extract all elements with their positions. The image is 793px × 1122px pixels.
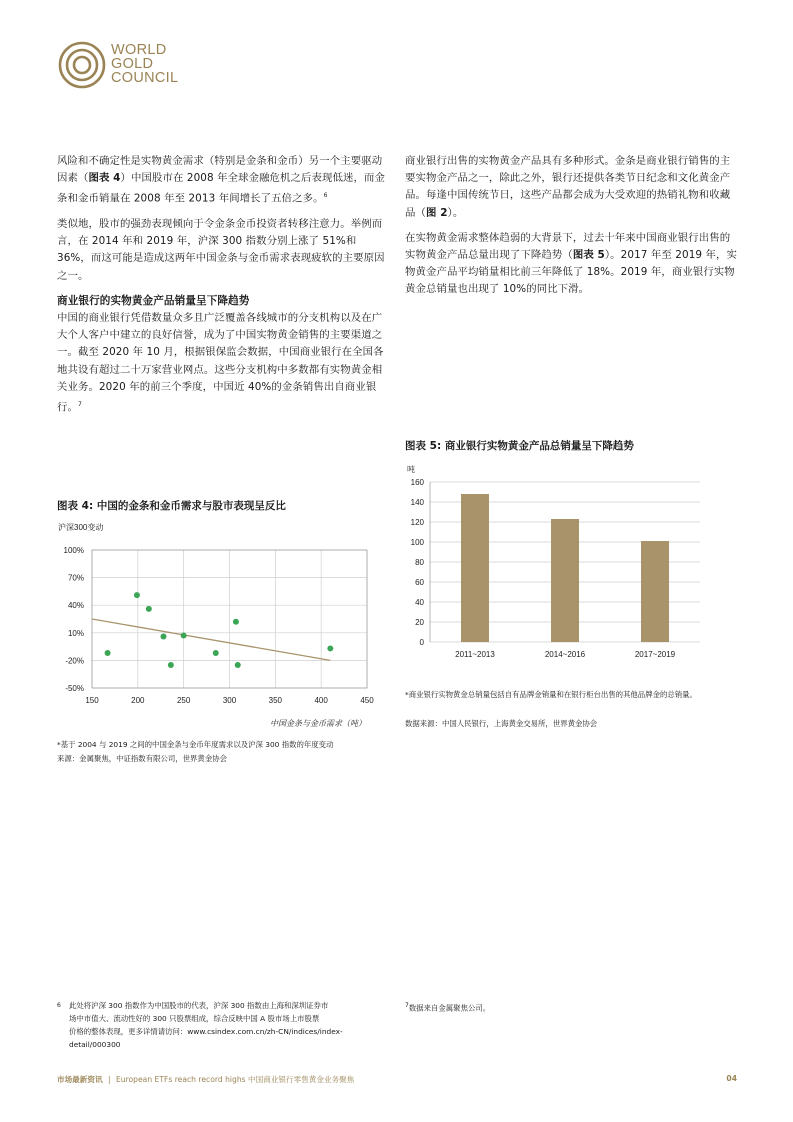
left-column	[57, 153, 390, 425]
y-tick-label: 40%	[67, 601, 84, 611]
y-tick-label: 70%	[67, 573, 84, 583]
x-axis-label: 中国金条与金币需求（吨）	[270, 719, 366, 728]
trend-line	[92, 619, 330, 660]
x-tick-label: 2017~2019	[634, 650, 676, 659]
y-tick-label: 10%	[67, 628, 84, 638]
page-footer: 市场最新资讯 | European ETFs reach record highs 中国商业银行零售黄金业务聚焦 04	[57, 1074, 737, 1084]
footnote-6: 6 此处将沪深 300 指数作为中国股市的代表，沪深 300 指数由上海和深圳证券市 场中市值大、流动性好的 300 只股票组成，综合反映中国 A 股市场上市股票 价格的整体表现，更多详情请访问：www.csindex.com.cn/zh-CN/indices/index- detail/000300	[57, 999, 387, 1051]
y-axis-label: 吨	[407, 465, 415, 474]
left-paragraph-2: 类似地，股市的强劲表现倾向于令金条金币投资者转移注意力。举例而言，在 2014 年和 2019 年，沪深 300 指数分别上涨了 51%和 36%，而这可能是造成这两年中国金条与金币需求表现疲软的主要原因之一。	[57, 218, 385, 282]
bar	[461, 494, 489, 642]
scatter-point	[146, 606, 152, 612]
figure-4-note: *基于 2004 与 2019 之间的中国金条与金币年度需求以及沪深 300 指数的年度变动	[57, 740, 334, 749]
x-tick-label: 250	[176, 696, 191, 705]
figure-2-ref: 图 2	[425, 206, 448, 219]
x-tick-label: 2011~2013	[455, 650, 495, 659]
footer-title: European ETFs reach record highs 中国商业银行零售黄金业务聚焦	[115, 1075, 355, 1084]
logo	[57, 40, 197, 90]
scatter-point	[161, 633, 167, 639]
logo-line-2: GOLD	[111, 56, 154, 72]
x-tick-label: 2014~2016	[544, 650, 586, 659]
y-tick-label: 60	[415, 578, 424, 587]
figure-5-title: 图表 5: 商业银行实物黄金产品总销量呈下降趋势	[405, 440, 634, 452]
figure-4-title: 图表 4: 中国的金条和金币需求与股市表现呈反比	[57, 500, 286, 512]
scatter-point	[327, 645, 333, 651]
y-tick-label: 160	[410, 478, 424, 487]
footnote-6-link-cont[interactable]: detail/000300	[69, 1040, 121, 1049]
y-tick-label: -20%	[65, 656, 84, 666]
right-paragraph-1: 商业银行出售的实物黄金产品具有多种形式。金条是商业银行销售的主要实物金产品之一，除此之外，银行还提供各类节日纪念和文化黄金产品。每逢中国传统节日，这些产品都会成为大受欢迎的热销礼物和收藏品（图 2）。	[405, 155, 731, 219]
logo-mark-icon	[57, 40, 107, 90]
scatter-point	[235, 662, 241, 668]
y-tick-label: 40	[415, 598, 424, 607]
logo-line-1: WORLD	[111, 42, 167, 58]
x-tick-label: 350	[268, 696, 283, 705]
y-tick-label: 100	[410, 538, 424, 547]
page-number: 04	[726, 1074, 737, 1083]
scatter-point	[181, 633, 187, 639]
left-paragraph-3: 中国的商业银行凭借数量众多且广泛覆盖各线城市的分支机构以及在广大个人客户中建立的良好信誉，成为了中国实物黄金销售的主要渠道之一。截至 2020 年 10 月，根据银保监会数据，中国商业银行在全国各地共设有超过二十万家营业网点。这些分支机构中多数都有实物黄金相关业务。2020 年的前三个季度，中国近 40%的金条销售出自商业银行。$^7$	[57, 311, 384, 414]
scatter-point	[233, 619, 239, 625]
section-heading: 商业银行的实物黄金产品销量呈下降趋势	[57, 294, 250, 307]
footer-section: 市场最新资讯	[57, 1075, 103, 1084]
scatter-point	[213, 650, 219, 656]
figure-4-ref: 图表 4	[88, 172, 121, 185]
scatter-point	[105, 650, 111, 656]
figure-4-scatter-chart	[52, 518, 392, 733]
y-tick-label: 80	[415, 558, 424, 567]
y-tick-label: -50%	[65, 684, 84, 693]
x-tick-label: 450	[360, 696, 374, 705]
scatter-point	[134, 592, 140, 598]
figure-5-bar-chart	[395, 458, 705, 668]
footnote-7: $^7$数据来自金属聚焦公司。	[405, 1002, 491, 1013]
right-column	[405, 153, 738, 307]
figure-5-ref: 图表 5	[572, 249, 605, 262]
x-tick-label: 200	[131, 696, 145, 705]
figure-4-source: 来源：金属聚焦，中证指数有限公司，世界黄金协会	[57, 754, 227, 763]
bar	[641, 541, 669, 642]
x-tick-label: 300	[222, 696, 237, 705]
scatter-point	[168, 662, 174, 668]
left-paragraph-1: 风险和不确定性是实物黄金需求（特别是金条和金币）另一个主要驱动因素（图表 4）中国股市在 2008 年全球金融危机之后表现低迷，而金条和金币销量在 2008 年至 2013 年间增长了五倍之多。$^6$	[57, 155, 385, 205]
y-tick-label: 120	[410, 518, 424, 527]
figure-5-note: *商业银行实物黄金总销量包括自有品牌金销量和在银行柜台出售的其他品牌金的总销量。	[405, 690, 697, 699]
right-paragraph-2: 在实物黄金需求整体趋弱的大背景下，过去十年来中国商业银行出售的实物黄金产品总量出现了下降趋势（图表 5）。2017 年至 2019 年，实物黄金产品平均销量相比前三年降低了 18%。2019 年，商业银行实物黄金总销量也出现了 10%的同比下滑。	[405, 231, 738, 296]
logo-line-3: COUNCIL	[111, 70, 179, 86]
y-tick-label: 20	[415, 618, 424, 627]
footnote-6-link[interactable]: www.csindex.com.cn/zh-CN/indices/index-	[187, 1027, 343, 1036]
y-tick-label: 140	[410, 498, 424, 507]
x-tick-label: 150	[85, 696, 99, 705]
bar	[551, 519, 579, 642]
x-tick-label: 400	[314, 696, 328, 705]
y-tick-label: 100%	[63, 546, 84, 555]
y-tick-label: 0	[419, 638, 424, 647]
figure-5-source: 数据来源：中国人民银行，上海黄金交易所，世界黄金协会	[405, 719, 598, 728]
y-axis-label: 沪深300变动	[58, 523, 104, 532]
